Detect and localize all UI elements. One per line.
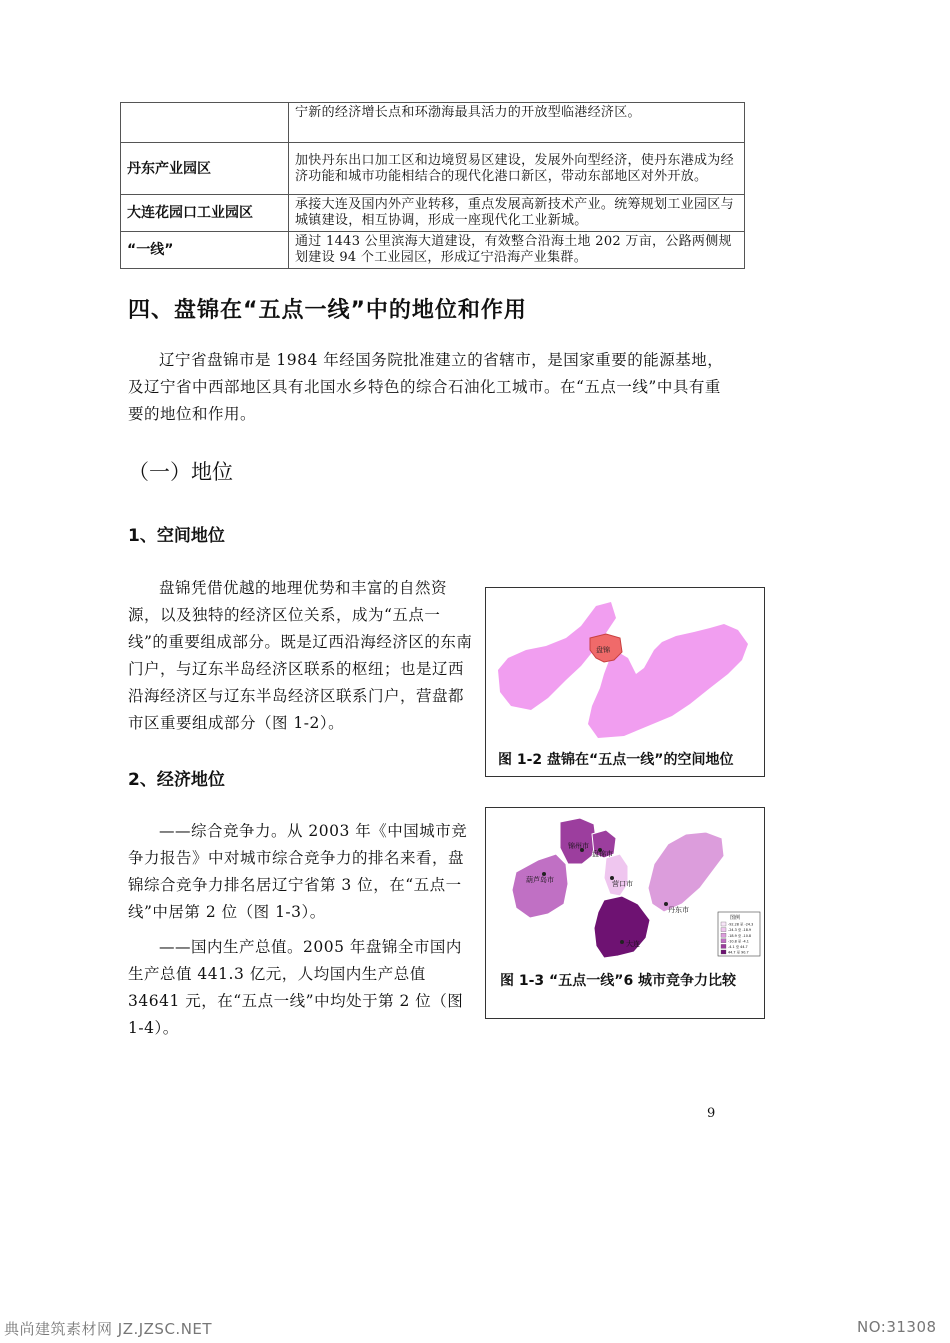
jinzhou-label: 锦州市 [568, 842, 589, 850]
table-cell-desc: 宁新的经济增长点和环渤海最具活力的开放型临港经济区。 [289, 103, 745, 143]
footer-number: NO:31308 [857, 1318, 937, 1336]
table-cell-desc: 加快丹东出口加工区和边境贸易区建设，发展外向型经济，使丹东港成为经济功能和城市功能相结合的现代化港口新区，带动东部地区对外开放。 [289, 143, 745, 195]
panjin-map-label: 盘锦 [596, 646, 610, 654]
legend-swatch [721, 933, 726, 937]
dalian-label: 大连 [626, 940, 640, 948]
huludao-region [512, 854, 568, 918]
section-title: 四、盘锦在“五点一线”中的地位和作用 [128, 298, 527, 323]
table-cell-name: 大连花园口工业园区 [121, 195, 289, 232]
spatial-text-block [128, 575, 473, 737]
legend-item: 44.7 至 90.7 [728, 950, 749, 955]
table-cell-name: “一线” [121, 232, 289, 269]
figure-1-3-caption: 图 1-3 “五点一线”6 城市竞争力比较 [500, 973, 737, 989]
table-row [121, 143, 745, 195]
figure-1-3 [485, 807, 765, 1019]
legend-swatch [721, 944, 726, 948]
economic-title: 2、经济地位 [128, 770, 225, 790]
panjin-label: 盘锦市 [592, 850, 613, 858]
spatial-map [486, 588, 764, 738]
park-table [120, 102, 745, 269]
legend-swatch [721, 922, 726, 926]
table-row [121, 232, 745, 269]
legend-swatch [721, 950, 726, 954]
table-cell-name [121, 103, 289, 143]
table-cell-desc: 承接大连及国内外产业转移，重点发展高新技术产业。统筹规划工业园区与城镇建设，相互协调，形成一座现代化工业新城。 [289, 195, 745, 232]
spatial-title: 1、空间地位 [128, 526, 225, 546]
economic-paragraph-1: ——综合竞争力。从 2003 年《中国城市竞争力报告》中对城市综合竞争力的排名来看，盘锦综合竞争力排名居辽宁省第 3 位，在“五点一线”中居第 2 位（图 1-3）。 [128, 822, 468, 921]
economic-paragraph-2: ——国内生产总值。2005 年盘锦全市国内生产总值 441.3 亿元，人均国内生产总值 34641 元，在“五点一线”中均处于第 2 位（图 1-4）。 [128, 938, 464, 1037]
legend-swatch [721, 928, 726, 932]
table-row [121, 195, 745, 232]
yingkou-label: 营口市 [612, 880, 633, 888]
dalian-dot [620, 940, 624, 944]
huludao-label: 葫芦岛市 [526, 876, 554, 884]
subsection-title: （一）地位 [128, 460, 233, 484]
section-intro [128, 347, 724, 428]
competitiveness-map [486, 808, 764, 958]
legend-item: -24.3 至 -18.9 [728, 928, 752, 933]
intro-paragraph: 辽宁省盘锦市是 1984 年经国务院批准建立的省辖市，是国家重要的能源基地，及辽宁省中西部地区具有北国水乡特色的综合石油化工城市。在“五点一线”中具有重要的地位和作用。 [128, 351, 724, 423]
page-number: 9 [707, 1106, 716, 1121]
economic-text-block [128, 818, 473, 1042]
footer-site: 典尚建筑素材网 JZ.JZSC.NET [4, 1320, 213, 1338]
dalian-region [594, 896, 650, 958]
legend-title: 图例 [730, 915, 741, 921]
spatial-paragraph: 盘锦凭借优越的地理优势和丰富的自然资源，以及独特的经济区位关系，成为“五点一线”的重要组成部分。既是辽西沿海经济区的东南门户，与辽东半岛经济区联系的枢纽；也是辽西沿海经济区与辽东半岛经济区联系门户，营盘都市区重要组成部分（图 1-2）。 [128, 579, 473, 732]
legend-item: -92.28 至 -24.3 [728, 922, 754, 927]
figure-1-2-caption: 图 1-2 盘锦在“五点一线”的空间地位 [498, 752, 734, 768]
figure-1-2 [485, 587, 765, 777]
legend-swatch [721, 939, 726, 943]
table-cell-desc: 通过 1443 公里滨海大道建设，有效整合沿海土地 202 万亩，公路两侧规划建设 94 个工业园区，形成辽宁沿海产业集群。 [289, 232, 745, 269]
table-row [121, 103, 745, 143]
map-legend [718, 912, 760, 956]
yingkou-region [604, 854, 628, 896]
dandong-region [648, 832, 724, 912]
legend-item: -10.8 至 -4.1 [728, 939, 749, 944]
legend-item: -18.9 至 -10.8 [728, 933, 752, 938]
dandong-label: 丹东市 [668, 906, 689, 914]
table-cell-name: 丹东产业园区 [121, 143, 289, 195]
jinzhou-region [560, 818, 596, 864]
legend-item: -4.1 至 44.7 [728, 945, 748, 949]
